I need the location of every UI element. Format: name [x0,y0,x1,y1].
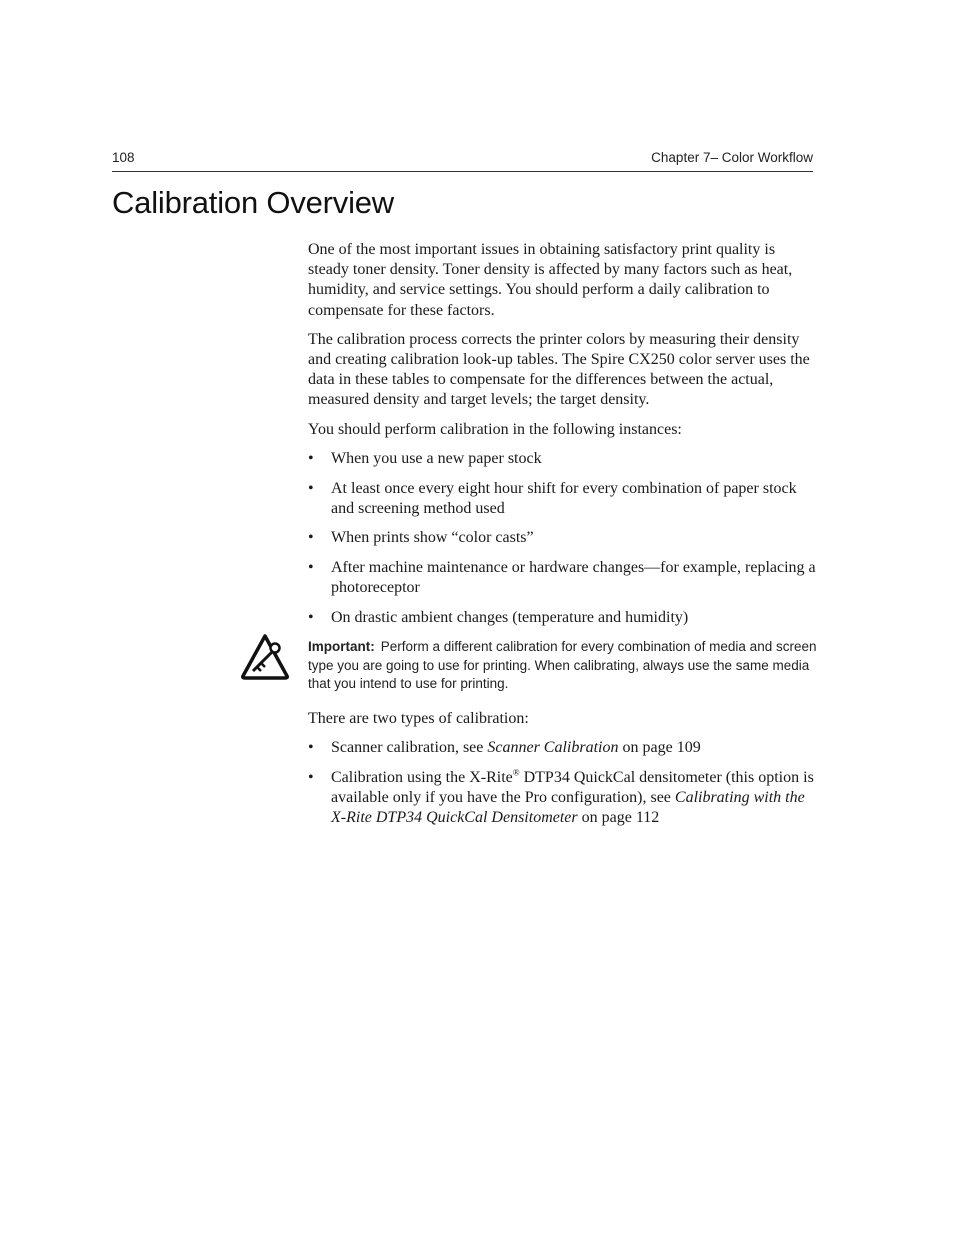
list-item: • On drastic ambient changes (temperature and humidity) [308,608,818,628]
page-number: 108 [112,150,135,165]
bullet: • [308,739,314,757]
bullet: • [308,479,314,497]
cross-reference-link[interactable]: Scanner Calibration [487,739,619,757]
note-text: Perform a different calibration for every combination of media and screen type you are going to use for printing. When calibrating, always use the same media that you intend to use for printing. [308,639,817,691]
instances-intro: You should perform calibration in the following instances: [308,420,682,438]
list-item: • When you use a new paper stock [308,449,818,469]
list-item: • Calibration using the X-Rite® DTP34 QuickCal densitometer (this option is available only if you have the Pro configuration), see Calibrating with the X-Rite DTP34 QuickCal Densitometer on page 112 [308,767,814,827]
note-label: Important: [308,639,375,655]
bullet: • [308,529,314,547]
list-item: • When prints show “color casts” [308,528,818,548]
bullet: • [308,449,314,467]
bullet: • [308,609,314,627]
list-item: • At least once every eight hour shift for every combination of paper stock and screening method used [308,479,797,517]
bullet: • [308,769,314,787]
types-intro: There are two types of calibration: [308,710,529,728]
types-list [308,738,818,828]
cross-reference-link[interactable]: Calibrating with the X-Rite DTP34 QuickCal Densitometer [331,789,805,827]
page-header [112,149,813,172]
important-note [308,638,818,693]
list-item: • After machine maintenance or hardware changes—for example, replacing a photoreceptor [308,559,816,597]
list-item: • Scanner calibration, see Scanner Calibration on page 109 [308,738,818,758]
page-title: Calibration Overview [112,185,394,220]
key-warning-icon [240,633,290,681]
intro-paragraph: One of the most important issues in obtaining satisfactory print quality is steady toner density. Toner density is affected by many factors such as heat, humidity, and service settings. You should perform a daily calibration to compensate for these factors. [308,241,793,319]
registered-mark: ® [512,767,520,778]
chapter-title: Chapter 7– Color Workflow [651,150,813,165]
body-text [308,240,818,838]
process-paragraph: The calibration process corrects the printer colors by measuring their density and creating calibration look-up tables. The Spire CX250 color server uses the data in these tables to compensate for the differences between the actual, measured density and target levels; the target density. [308,330,810,409]
bullet: • [308,559,314,577]
instances-list [308,449,818,628]
